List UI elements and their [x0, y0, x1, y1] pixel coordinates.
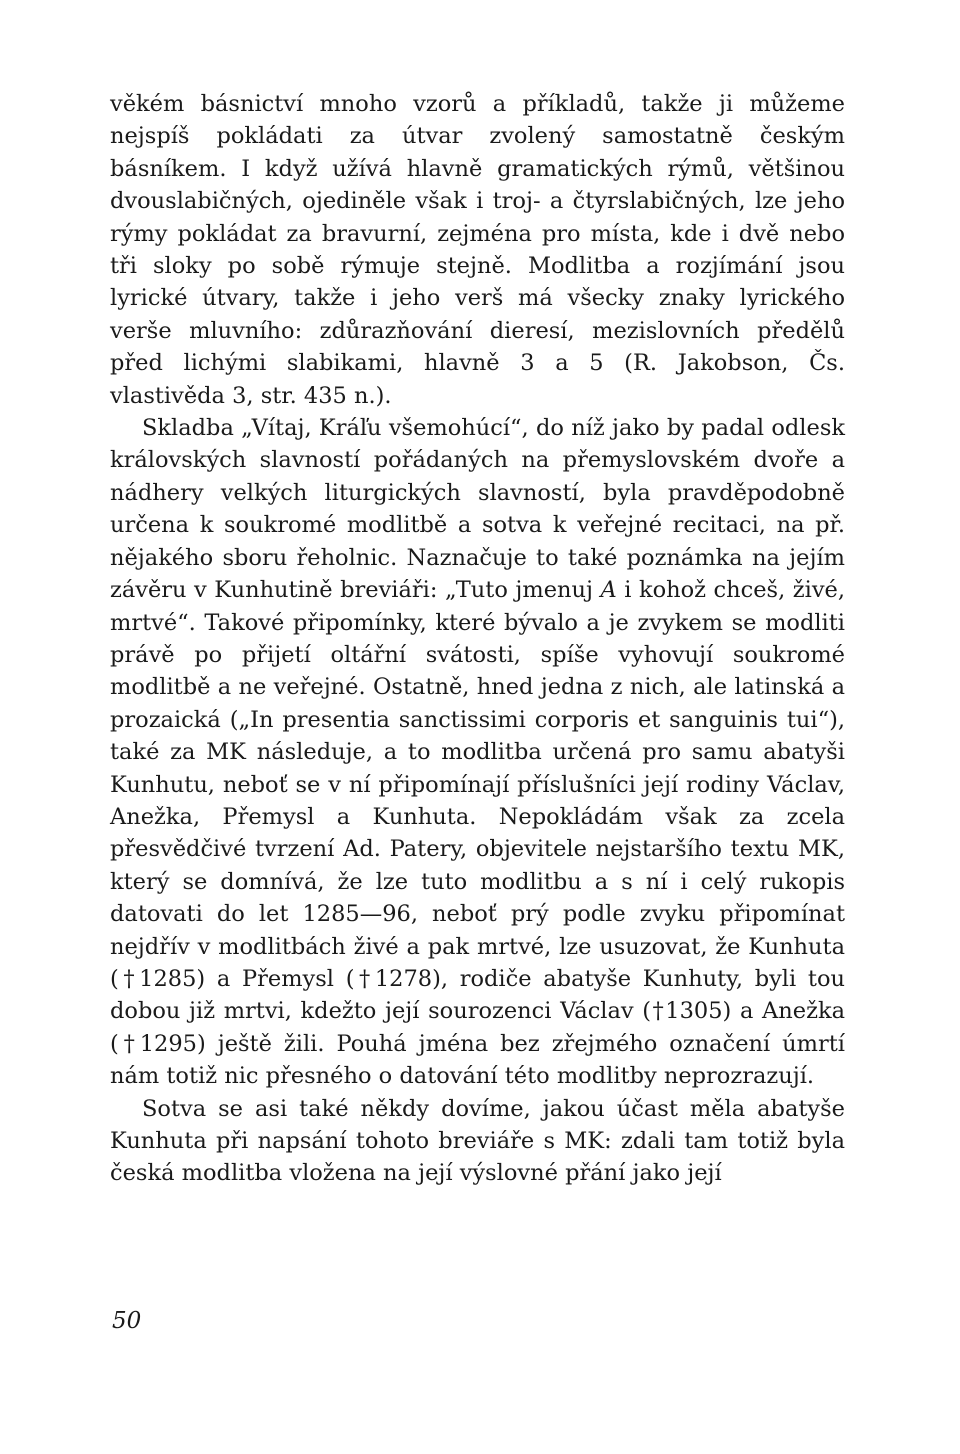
page-body — [110, 88, 845, 1190]
paragraph-3-text: Sotva se asi také někdy dovíme, jakou účast měla abatyše Kunhuta při napsání tohoto breviáře s MK: zdali tam totiž byla česká modlitba vložena na její výslovné přání jako její — [110, 1095, 845, 1187]
paragraph-1-text: věkém básnictví mnoho vzorů a příkladů, takže ji můžeme nejspíš pokládati za útvar zvolený samostatně českým básníkem. I když užívá hlavně gramatických rýmů, většinou dvouslabičných, ojediněle však i troj- a čtyrslabičných, lze jeho rýmy pokládat za bravurní, zejména pro místa, kde i dvě nebo tři sloky po sobě rýmuje stejně. Modlitba a rozjímání jsou lyrické útvary, takže i jeho verš má všecky znaky lyrického verše mluvního: zdůrazňování dieresí, mezislovních předělů před lichými slabikami, hlavně 3 a 5 (R. Jakobson, Čs. vlastivěda 3, str. 435 n.). — [110, 91, 845, 409]
paragraph-2 — [110, 412, 845, 1093]
paragraph-2-text-b: i kohož chceš, živé, mrtvé“. Takové připomínky, které bývalo a je zvykem se modliti právě po přijetí oltářní svátosti, spíše vyhovují soukromé modlitbě a ne veřejné. Ostatně, hned jedna z nich, ale latinská a prozaická („In presentia sanctissimi corporis et sanguinis tui“), také za MK následuje, a to modlitba určená pro samu abatyši Kunhutu, neboť se v ní připomínají příslušníci její rodiny Václav, Anežka, Přemysl a Kunhuta. Nepokládám však za zcela přesvědčivé tvrzení Ad. Patery, objevitele nejstaršího textu MK, který se domnívá, že lze tuto modlitbu a s ní i celý rukopis datovati do let 1285—96, neboť prý podle zvyku připomínat nejdřív v modlitbách živé a pak mrtvé, lze usuzovat, že Kunhuta (†1285) a Přemysl (†1278), rodiče abatyše Kunhuty, byli tou dobou již mrtvi, kdežto její sourozenci Václav (†1305) a Anežka (†1295) ještě žili. Pouhá jména bez zřejmého označení úmrtí nám totiž nic přesného o datování této modlitby neprozrazují. — [110, 577, 845, 1090]
paragraph-2-text-a: Skladba „Vítaj, Kráľu všemohúcí“, do níž jako by padal odlesk královských slavností pořádaných na přemyslovském dvoře a nádhery velkých liturgických slavností, byla pravděpodobně určena k soukromé modlitbě a sotva k veřejné recitaci, na př. nějakého sboru řeholnic. Naznačuje to také poznámka na jejím závěru v Kunhutině breviáři: „Tuto jmenuj — [110, 415, 845, 604]
page-number: 50 — [112, 1308, 142, 1334]
paragraph-1 — [110, 88, 845, 412]
paragraph-2-italic-a: A — [600, 577, 617, 604]
paragraph-3 — [110, 1093, 845, 1190]
